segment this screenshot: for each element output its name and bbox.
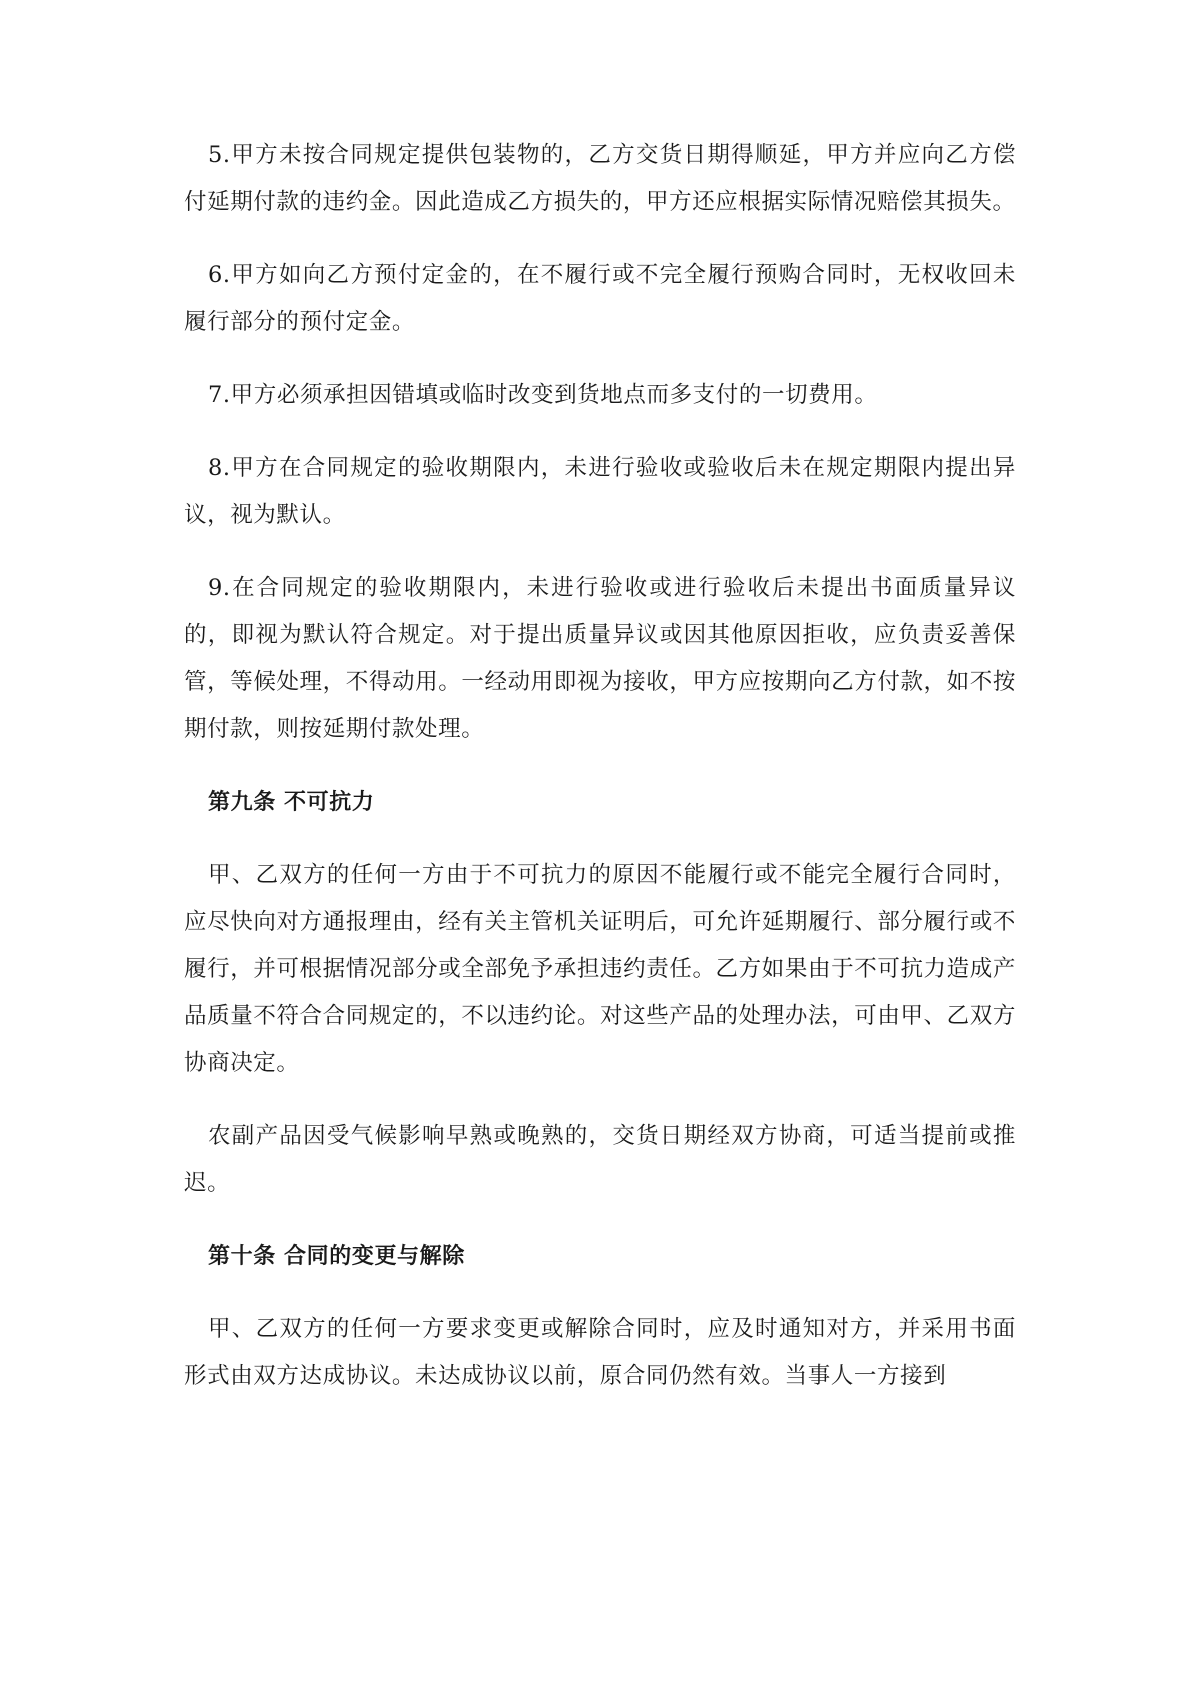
article-10-heading: 第十条 合同的变更与解除 — [208, 1244, 465, 1269]
clause-7-paragraph: 7.甲方必须承担因错填或临时改变到货地点而多支付的一切费用。 — [208, 382, 878, 408]
contract-change-paragraph: 甲、乙双方的任何一方要求变更或解除合同时，应及时通知对方，并采用书面形式由双方达成协议。未达成协议以前，原合同仍然有效。当事人一方接到 — [184, 1316, 1016, 1389]
clause-5-paragraph: 5.甲方未按合同规定提供包装物的，乙方交货日期得顺延，甲方并应向乙方偿付延期付款的违约金。因此造成乙方损失的，甲方还应根据实际情况赔偿其损失。 — [184, 142, 1016, 215]
agricultural-products-paragraph: 农副产品因受气候影响早熟或晚熟的，交货日期经双方协商，可适当提前或推迟。 — [184, 1123, 1016, 1196]
article-9-heading: 第九条 不可抗力 — [208, 790, 375, 815]
clause-9-paragraph: 9.在合同规定的验收期限内，未进行验收或进行验收后未提出书面质量异议的，即视为默认符合规定。对于提出质量异议或因其他原因拒收，应负责妥善保管，等候处理，不得动用。一经动用即视为接收，甲方应按期向乙方付款，如不按期付款，则按延期付款处理。 — [184, 575, 1016, 742]
clause-6-paragraph: 6.甲方如向乙方预付定金的，在不履行或不完全履行预购合同时，无权收回未履行部分的预付定金。 — [184, 262, 1016, 335]
clause-8-paragraph: 8.甲方在合同规定的验收期限内，未进行验收或验收后未在规定期限内提出异议，视为默认。 — [184, 455, 1016, 528]
force-majeure-paragraph: 甲、乙双方的任何一方由于不可抗力的原因不能履行或不能完全履行合同时，应尽快向对方通报理由，经有关主管机关证明后，可允许延期履行、部分履行或不履行，并可根据情况部分或全部免予承担违约责任。乙方如果由于不可抗力造成产品质量不符合合同规定的，不以违约论。对这些产品的处理办法，可由甲、乙双方协商决定。 — [184, 862, 1016, 1076]
document-page — [184, 132, 1016, 1426]
